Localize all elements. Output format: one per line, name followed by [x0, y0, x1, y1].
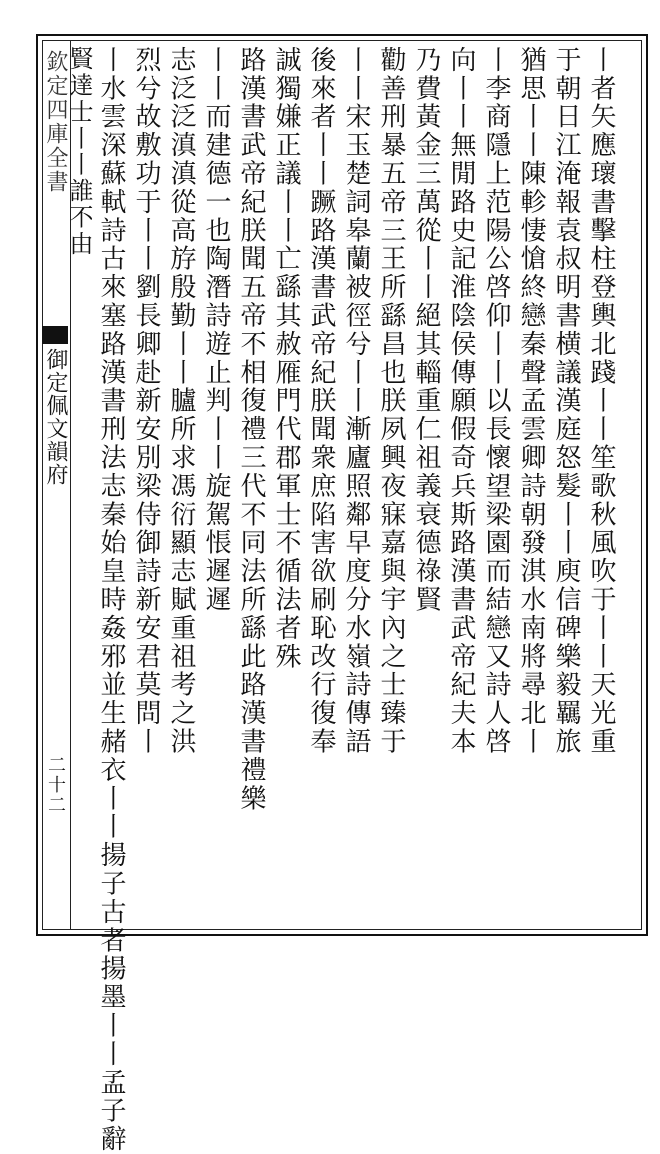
text-column-15: 丨水雲深蘇軾詩古來塞路漢書刑法志秦始皇時姦邪並生赭衣丨丨揚子古者揚墨丨丨孟子辭	[96, 46, 126, 1154]
page-number: 二十二	[45, 755, 66, 815]
spine-divider-bar	[42, 326, 68, 344]
spine-top-text: 欽定四庫全書	[43, 50, 68, 194]
text-column-8: 丨丨宋玉楚詞皋蘭被徑兮丨丨漸廬照鄰早度分水嶺詩傳語	[341, 46, 371, 756]
text-column-4: 丨李商隱上范陽公啓仰丨丨以長懷望梁園而結戀又詩人啓	[481, 46, 511, 756]
text-column-12: 丨丨而建德一也陶潛詩遊止判丨丨旋駕悵遲遲	[201, 46, 231, 614]
text-column-13: 志泛泛滇滇從高斿殷勤丨丨臚所求馮衍顯志賦重祖考之洪	[166, 46, 196, 756]
text-column-3: 猶思丨丨陳軫悽愴終戀秦聲孟雲卿詩朝發淇水南將尋北丨	[516, 46, 546, 756]
text-column-6: 乃費黃金三萬從丨丨絕其輜重仁祖義衰德祿賢	[411, 46, 441, 614]
text-column-10: 誠獨嫌正議丨丨亡繇其赦雁門代郡軍士不循法者殊	[271, 46, 301, 671]
text-column-2: 于朝日江淹報袁叔明書横議漢庭怒髮丨丨庾信碑樂毅羈旅	[551, 46, 581, 756]
text-column-7: 勸善刑暴五帝三王所繇昌也朕夙興夜寐嘉與宇內之士臻于	[376, 46, 406, 756]
text-column-1: 丨者矢應瓌書擊柱登輿北踐丨丨笙歌秋風吹于丨丨天光重	[586, 46, 616, 756]
text-column-14: 烈兮故敷功于丨丨劉長卿赴新安別梁侍御詩新安君莫問丨	[131, 46, 161, 756]
book-title: 御定佩文韻府	[43, 348, 68, 486]
text-column-9: 後來者丨丨蹶路漢書武帝紀朕聞衆庶陷害欲刷恥改行復奉	[306, 46, 336, 756]
text-column-5: 向丨丨無閒路史記淮陰侯傳願假奇兵斯路漢書武帝紀夫本	[446, 46, 476, 756]
text-column-11: 路漢書武帝紀朕聞五帝不相復禮三代不同法所繇此路漢書禮樂	[236, 46, 266, 813]
text-column-16: 賢達士丨丨誰不由	[65, 46, 93, 258]
